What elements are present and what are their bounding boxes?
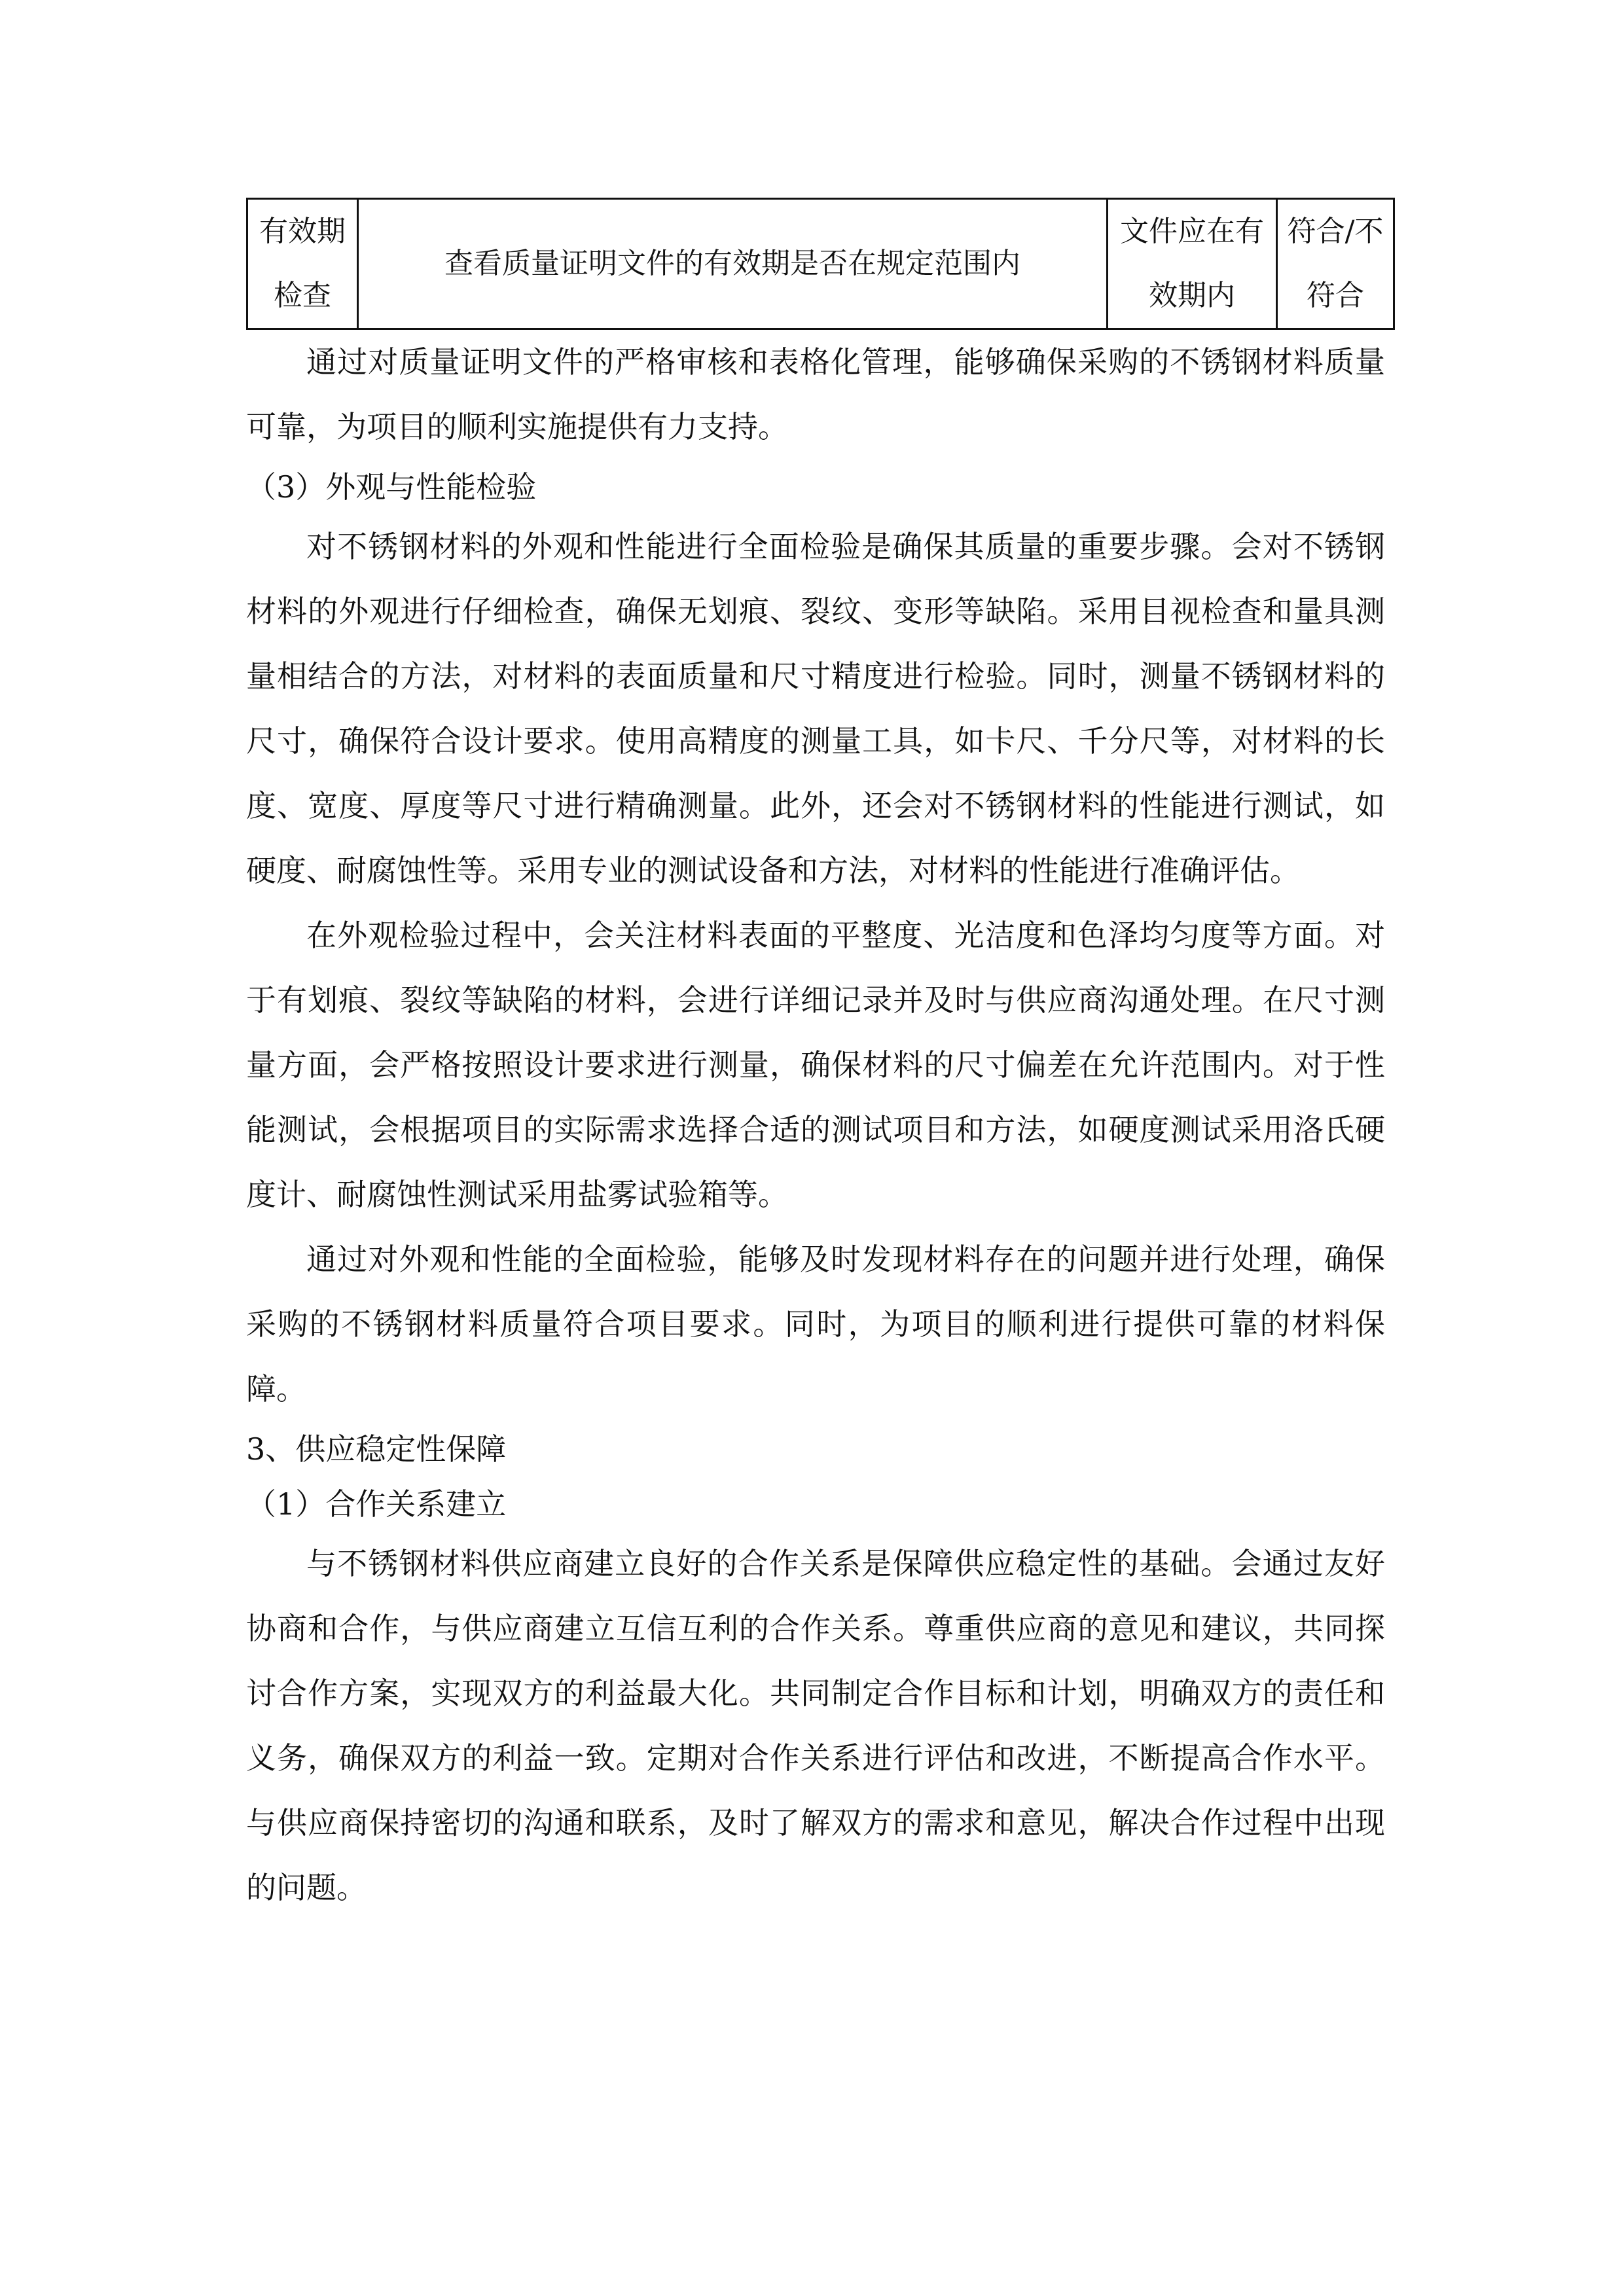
check-item-cell: 有效期检查	[247, 199, 358, 329]
table-row	[247, 199, 1394, 329]
appearance-paragraph-1: 对不锈钢材料的外观和性能进行全面检验是确保其质量的重要步骤。会对不锈钢材料的外观进行仔细检查，确保无划痕、裂纹、变形等缺陷。采用目视检查和量具测量相结合的方法，对材料的表面质量和尺寸精度进行检验。同时，测量不锈钢材料的尺寸，确保符合设计要求。使用高精度的测量工具，如卡尺、千分尺等，对材料的长度、宽度、厚度等尺寸进行精确测量。此外，还会对不锈钢材料的性能进行测试，如硬度、耐腐蚀性等。采用专业的测试设备和方法，对材料的性能进行准确评估。	[246, 529, 1385, 888]
quality-document-check-table	[246, 198, 1395, 330]
section-heading-appearance-inspection: （3）外观与性能检验	[246, 469, 537, 505]
section-heading-supply-stability: 3、供应稳定性保障	[246, 1431, 507, 1467]
table-summary-paragraph: 通过对质量证明文件的严格审核和表格化管理，能够确保采购的不锈钢材料质量可靠，为项目的顺利实施提供有力支持。	[246, 344, 1385, 444]
cooperation-paragraph-1: 与不锈钢材料供应商建立良好的合作关系是保障供应稳定性的基础。会通过友好协商和合作，与供应商建立互信互利的合作关系。尊重供应商的意见和建议，共同探讨合作方案，实现双方的利益最大化。共同制定合作目标和计划，明确双方的责任和义务，确保双方的利益一致。定期对合作关系进行评估和改进，不断提高合作水平。与供应商保持密切的沟通和联系，及时了解双方的需求和意见，解决合作过程中出现的问题。	[246, 1546, 1385, 1905]
appearance-paragraph-2: 在外观检验过程中，会关注材料表面的平整度、光洁度和色泽均匀度等方面。对于有划痕、裂纹等缺陷的材料，会进行详细记录并及时与供应商沟通处理。在尺寸测量方面，会严格按照设计要求进行测量，确保材料的尺寸偏差在允许范围内。对于性能测试，会根据项目的实际需求选择合适的测试项目和方法，如硬度测试采用洛氏硬度计、耐腐蚀性测试采用盐雾试验箱等。	[246, 918, 1385, 1212]
document-body	[246, 198, 1385, 1920]
appearance-paragraph-3: 通过对外观和性能的全面检验，能够及时发现材料存在的问题并进行处理，确保采购的不锈钢材料质量符合项目要求。同时，为项目的顺利进行提供可靠的材料保障。	[246, 1242, 1385, 1407]
check-result-cell: 符合/不符合	[1277, 199, 1394, 329]
check-standard-cell: 文件应在有效期内	[1108, 199, 1277, 329]
check-content-cell: 查看质量证明文件的有效期是否在规定范围内	[358, 199, 1108, 329]
section-heading-cooperation: （1）合作关系建立	[246, 1486, 507, 1522]
